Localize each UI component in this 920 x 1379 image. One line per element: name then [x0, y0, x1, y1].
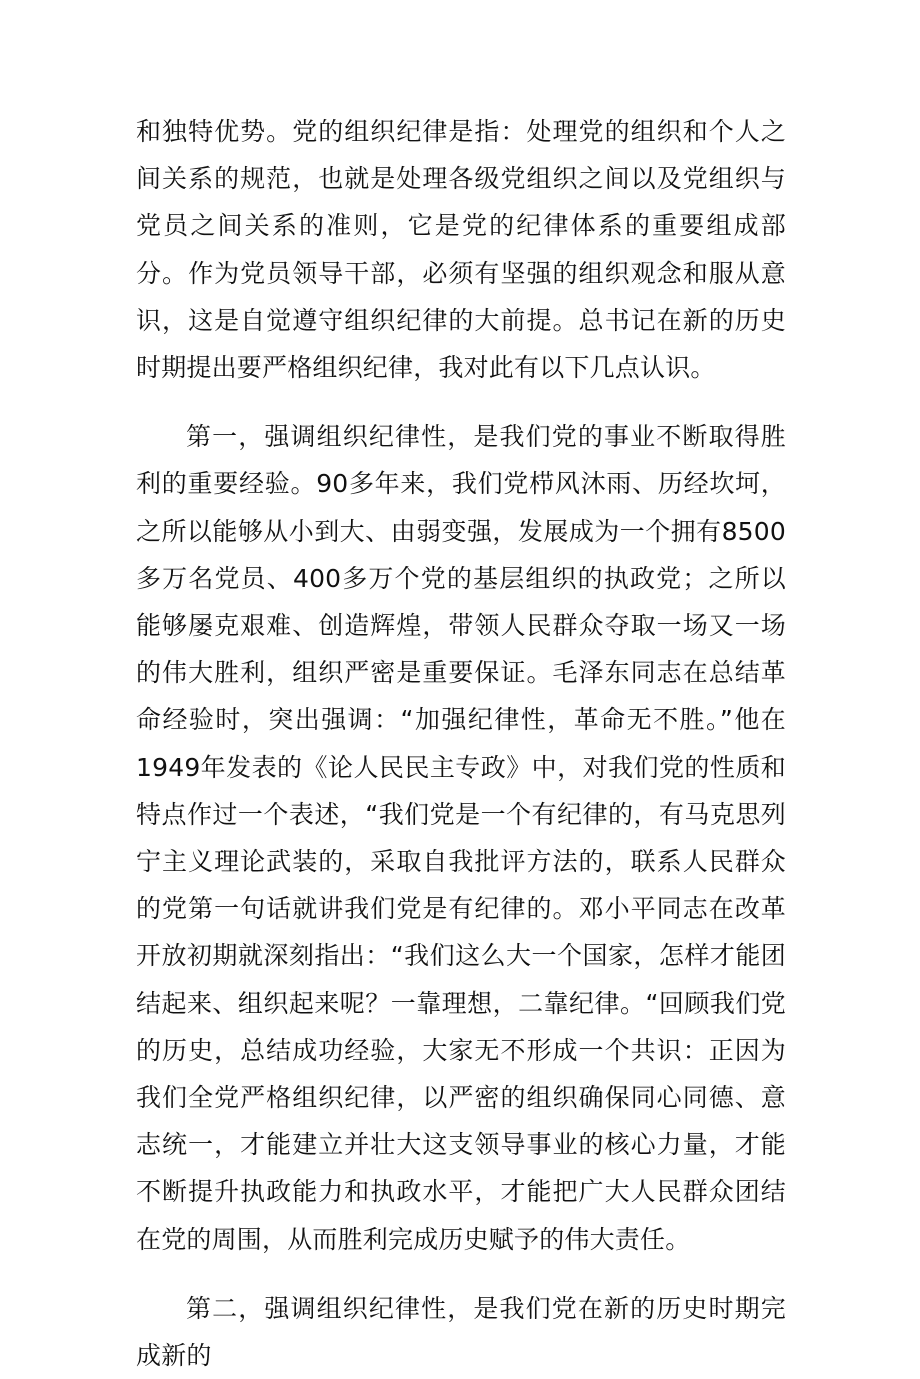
paragraph-first-point: 第一，强调组织纪律性，是我们党的事业不断取得胜利的重要经验。90多年来，我们党栉风沐雨、历经坎坷，之所以能够从小到大、由弱变强，发展成为一个拥有8500多万名党员、400多万个党的基层组织的执政党；之所以能够屡克艰难、创造辉煌，带领人民群众夺取一场又一场的伟大胜利，组织严密是重要保证。毛泽东同志在总结革命经验时，突出强调：“加强纪律性，革命无不胜。”他在1949年发表的《论人民民主专政》中，对我们党的性质和特点作过一个表述，“我们党是一个有纪律的，有马克思列宁主义理论武装的，采取自我批评方法的，联系人民群众的党第一句话就讲我们党是有纪律的。邓小平同志在改革开放初期就深刻指出：“我们这么大一个国家，怎样才能团结起来、组织起来呢？一靠理想，二靠纪律。“回顾我们党的历史，总结成功经验，大家无不形成一个共识：正因为我们全党严格组织纪律，以严密的组织确保同心同德、意志统一，才能建立并壮大这支领导事业的核心力量，才能不断提升执政能力和执政水平，才能把广大人民群众团结在党的周围，从而胜利完成历史赋予的伟大责任。	[136, 422, 786, 1254]
document-page	[136, 108, 786, 1379]
paragraph-gap	[136, 391, 786, 413]
paragraph-second-point: 第二，强调组织纪律性，是我们党在新的历史时期完成新的	[136, 1293, 786, 1371]
paragraph-intro: 和独特优势。党的组织纪律是指：处理党的组织和个人之间关系的规范，也就是处理各级党组织之间以及党组织与党员之间关系的准则，它是党的纪律体系的重要组成部分。作为党员领导干部，必须有坚强的组织观念和服从意识，这是自觉遵守组织纪律的大前提。总书记在新的历史时期提出要严格组织纪律，我对此有以下几点认识。	[136, 117, 786, 383]
paragraph-gap	[136, 1263, 786, 1285]
